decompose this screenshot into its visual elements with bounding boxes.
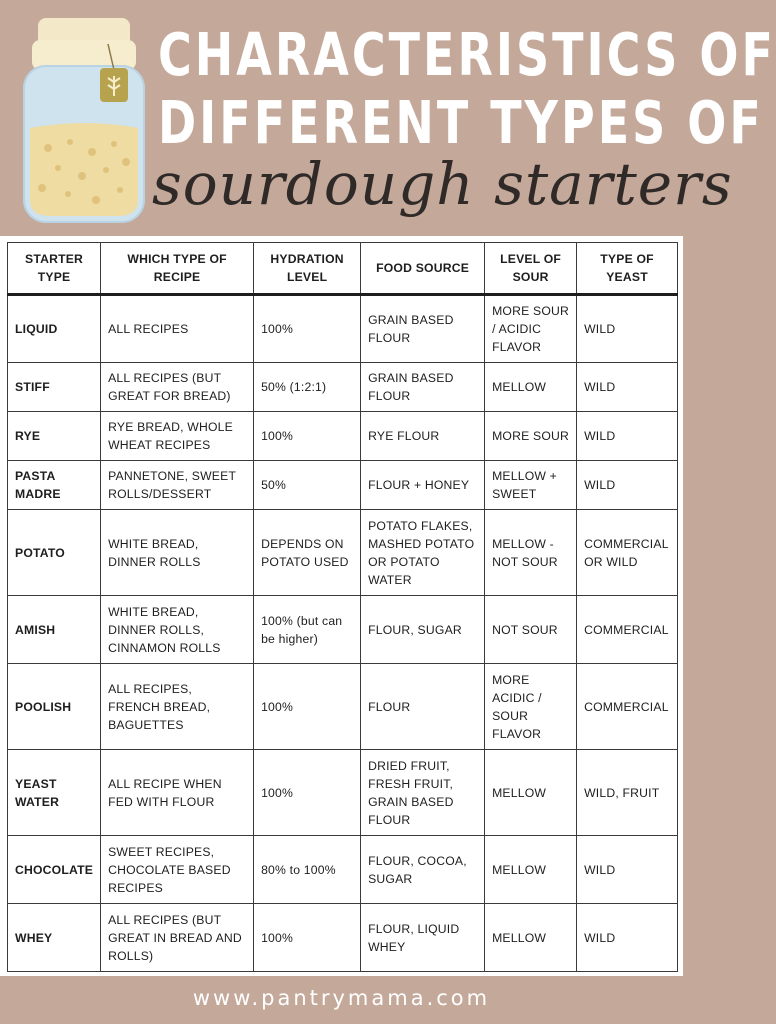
table-cell: POTATO — [8, 510, 101, 596]
table-cell: ALL RECIPE WHEN FED WITH FLOUR — [101, 750, 254, 836]
table-cell: ALL RECIPES — [101, 295, 254, 363]
table-cell: COMMERCIAL OR WILD — [577, 510, 678, 596]
table-cell: FLOUR + HONEY — [361, 461, 485, 510]
table-cell: 100% (but can be higher) — [254, 596, 361, 664]
column-header: HYDRATION LEVEL — [254, 243, 361, 295]
table-cell: 50% — [254, 461, 361, 510]
table-cell: GRAIN BASED FLOUR — [361, 295, 485, 363]
starters-table — [7, 242, 678, 972]
table-cell: MELLOW - NOT SOUR — [485, 510, 577, 596]
table-cell: DRIED FRUIT, FRESH FRUIT, GRAIN BASED FLOUR — [361, 750, 485, 836]
table-cell: WILD — [577, 295, 678, 363]
table-row — [8, 750, 678, 836]
table-cell: WILD — [577, 836, 678, 904]
table-cell: NOT SOUR — [485, 596, 577, 664]
sourdough-jar-illustration — [18, 18, 150, 224]
table-cell: RYE BREAD, WHOLE WHEAT RECIPES — [101, 412, 254, 461]
table-cell: WILD — [577, 904, 678, 972]
column-header: WHICH TYPE OF RECIPE — [101, 243, 254, 295]
table-cell: DEPENDS ON POTATO USED — [254, 510, 361, 596]
table-cell: WILD — [577, 412, 678, 461]
table-cell: GRAIN BASED FLOUR — [361, 363, 485, 412]
table-cell: ALL RECIPES (BUT GREAT IN BREAD AND ROLLS) — [101, 904, 254, 972]
table-cell: LIQUID — [8, 295, 101, 363]
table-cell: 80% to 100% — [254, 836, 361, 904]
table-cell: MELLOW — [485, 904, 577, 972]
table-cell: STIFF — [8, 363, 101, 412]
table-cell: FLOUR, COCOA, SUGAR — [361, 836, 485, 904]
table-row — [8, 510, 678, 596]
table-cell: 100% — [254, 412, 361, 461]
table-cell: 100% — [254, 750, 361, 836]
table-row — [8, 836, 678, 904]
table-cell: POOLISH — [8, 664, 101, 750]
column-header: LEVEL OF SOUR — [485, 243, 577, 295]
table-cell: 100% — [254, 904, 361, 972]
table-cell: RYE — [8, 412, 101, 461]
table-header-row — [8, 243, 678, 295]
table-cell: 100% — [254, 664, 361, 750]
table-row — [8, 363, 678, 412]
table-cell: ALL RECIPES (BUT GREAT FOR BREAD) — [101, 363, 254, 412]
table-cell: WHITE BREAD, DINNER ROLLS — [101, 510, 254, 596]
table-cell: MORE SOUR — [485, 412, 577, 461]
table-cell: WHEY — [8, 904, 101, 972]
table-cell: MELLOW + SWEET — [485, 461, 577, 510]
table-cell: COMMERCIAL — [577, 664, 678, 750]
table-cell: WHITE BREAD, DINNER ROLLS, CINNAMON ROLLS — [101, 596, 254, 664]
table-cell: MORE SOUR / ACIDIC FLAVOR — [485, 295, 577, 363]
title-line-1: CHARACTERISTICS OF — [158, 20, 776, 90]
table-cell: FLOUR — [361, 664, 485, 750]
table-row — [8, 412, 678, 461]
header-banner — [0, 0, 776, 236]
table-cell: MORE ACIDIC / SOUR FLAVOR — [485, 664, 577, 750]
table-cell: AMISH — [8, 596, 101, 664]
table-row — [8, 664, 678, 750]
table-row — [8, 596, 678, 664]
table-cell: WILD — [577, 461, 678, 510]
table-cell: WILD — [577, 363, 678, 412]
table-cell: CHOCOLATE — [8, 836, 101, 904]
column-header: STARTER TYPE — [8, 243, 101, 295]
table-row — [8, 904, 678, 972]
footer-banner — [0, 976, 683, 1024]
title-line-2: DIFFERENT TYPES OF — [158, 88, 764, 158]
table-cell: MELLOW — [485, 750, 577, 836]
table-cell: POTATO FLAKES, MASHED POTATO OR POTATO WATER — [361, 510, 485, 596]
table-cell: PASTA MADRE — [8, 461, 101, 510]
table-cell: 50% (1:2:1) — [254, 363, 361, 412]
table-cell: WILD, FRUIT — [577, 750, 678, 836]
table-cell: RYE FLOUR — [361, 412, 485, 461]
column-header: TYPE OF YEAST — [577, 243, 678, 295]
table-cell: FLOUR, SUGAR — [361, 596, 485, 664]
table-cell: MELLOW — [485, 363, 577, 412]
column-header: FOOD SOURCE — [361, 243, 485, 295]
table-cell: PANNETONE, SWEET ROLLS/DESSERT — [101, 461, 254, 510]
table-cell: 100% — [254, 295, 361, 363]
table-cell: ALL RECIPES, FRENCH BREAD, BAGUETTES — [101, 664, 254, 750]
table-cell: FLOUR, LIQUID WHEY — [361, 904, 485, 972]
table-cell: YEAST WATER — [8, 750, 101, 836]
table-row — [8, 461, 678, 510]
table-row — [8, 295, 678, 363]
table-card — [0, 236, 683, 976]
table-cell: MELLOW — [485, 836, 577, 904]
title-script: sourdough starters — [152, 150, 733, 218]
site-url[interactable]: www.pantrymama.com — [192, 986, 491, 1010]
table-cell: SWEET RECIPES, CHOCOLATE BASED RECIPES — [101, 836, 254, 904]
table-cell: COMMERCIAL — [577, 596, 678, 664]
